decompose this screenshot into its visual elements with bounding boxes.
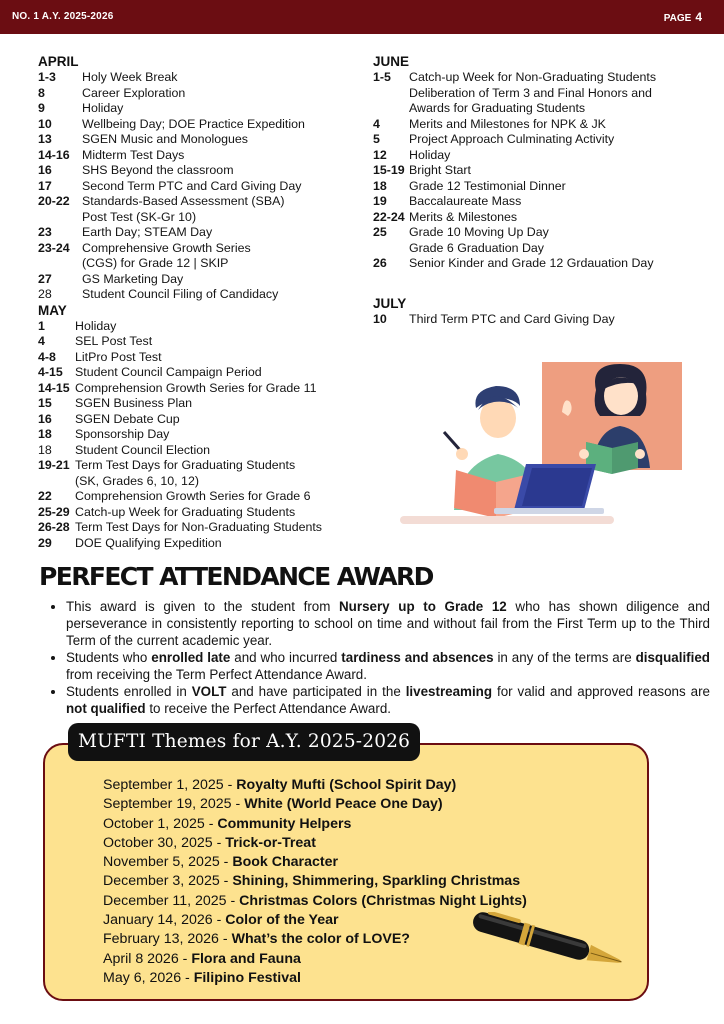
mufti-themes-label: MUFTI Themes for A.Y. 2025-2026	[68, 723, 420, 761]
event-row	[38, 458, 358, 474]
event-date: 4	[38, 334, 45, 348]
event-row	[38, 272, 358, 288]
event-text: Comprehensive Growth Series	[82, 240, 251, 255]
event-text: Senior Kinder and Grade 12 Grdauation Day	[409, 256, 654, 270]
event-date: 1-5	[373, 70, 391, 84]
rule-emphasis: livestreaming	[405, 684, 493, 699]
event-row	[373, 163, 693, 179]
rule-text: who has shown diligence and perseverance in consistently reporting to school on time and without fail from the First Term up to the Third Term of the current academic year.	[66, 599, 710, 648]
month-july	[373, 296, 693, 328]
event-text: LitPro Post Test	[75, 349, 162, 364]
mufti-separator: -	[204, 815, 218, 832]
event-text: GS Marketing Day	[82, 271, 184, 286]
event-text: Student Council Filing of Candidacy	[82, 287, 279, 301]
rule-emphasis: VOLT	[191, 684, 227, 699]
rule-text: in any of the terms are	[493, 650, 636, 665]
mufti-separator: -	[219, 854, 233, 871]
event-date: 16	[38, 411, 52, 426]
event-list	[373, 312, 693, 328]
mufti-date: May 6, 2026	[103, 969, 182, 986]
event-row	[38, 381, 358, 397]
event-text: SGEN Debate Cup	[75, 411, 180, 426]
event-date: 1	[38, 318, 45, 333]
mufti-separator: -	[181, 969, 194, 986]
event-date: 23	[38, 225, 52, 239]
mufti-date: February 13, 2026	[103, 931, 219, 948]
event-row	[38, 319, 358, 335]
mufti-separator: -	[231, 796, 245, 813]
event-row	[38, 287, 358, 303]
fountain-pen-icon	[462, 912, 642, 974]
mufti-date: December 11, 2025	[103, 892, 227, 909]
event-row	[373, 86, 693, 102]
event-text: SGEN Music and Monologues	[82, 132, 248, 146]
event-text: Holiday	[409, 147, 451, 162]
event-date: 22-24	[373, 209, 405, 224]
event-text: (SK, Grades 6, 10, 12)	[75, 473, 199, 488]
event-date: 25	[373, 225, 387, 239]
event-date: 28	[38, 287, 52, 301]
event-date: 17	[38, 178, 52, 193]
perfect-attendance-rules	[48, 598, 710, 717]
mufti-theme: Royalty Mufti (School Spirit Day)	[236, 777, 457, 793]
event-date: 22	[38, 489, 52, 503]
mufti-item	[103, 872, 643, 891]
rule-text: for valid and approved reasons are	[492, 684, 710, 699]
event-row	[373, 256, 693, 272]
event-text: Wellbeing Day; DOE Practice Expedition	[82, 116, 305, 131]
mufti-item	[103, 815, 643, 834]
event-date: 8	[38, 85, 45, 100]
event-date: 13	[38, 132, 52, 146]
mufti-theme: Color of the Year	[225, 912, 339, 929]
event-list	[38, 70, 358, 303]
rule-text: Students enrolled in	[66, 684, 192, 699]
rule-item	[66, 649, 710, 683]
mufti-separator: -	[223, 777, 237, 793]
event-row	[38, 443, 358, 459]
page-indicator	[664, 10, 702, 24]
page-label: PAGE	[663, 13, 692, 24]
rule-emphasis: tardiness and absences	[341, 650, 494, 665]
mufti-date: September 19, 2025	[103, 796, 232, 813]
event-date: 19-21	[38, 458, 70, 472]
event-row	[38, 70, 358, 86]
event-text: Student Council Election	[75, 442, 211, 457]
rule-text: from receiving the Term Perfect Attendance Award.	[66, 667, 367, 682]
mufti-separator: -	[178, 950, 192, 967]
event-date: 26	[373, 256, 387, 270]
month-title: JULY	[373, 295, 407, 311]
event-row	[373, 210, 693, 226]
event-date: 5	[373, 132, 380, 146]
page-number: 4	[695, 10, 702, 24]
event-text: Post Test (SK-Gr 10)	[82, 209, 197, 224]
event-row	[38, 396, 358, 412]
event-row	[38, 210, 358, 226]
event-date: 25-29	[38, 504, 70, 519]
event-date	[38, 210, 82, 226]
event-row	[38, 365, 358, 381]
event-text: (CGS) for Grade 12 | SKIP	[82, 256, 229, 270]
event-date	[373, 86, 409, 102]
event-row	[38, 350, 358, 366]
rule-text: and have participated in the	[226, 684, 406, 699]
month-title: JUNE	[373, 54, 410, 69]
event-date: 10	[38, 116, 52, 131]
event-text: Holiday	[75, 318, 117, 333]
event-row	[38, 101, 358, 117]
event-row	[38, 163, 358, 179]
rule-emphasis: Nursery up to Grade 12	[339, 599, 507, 614]
event-row	[38, 132, 358, 148]
mufti-separator: -	[212, 912, 226, 929]
event-row	[38, 412, 358, 428]
event-row	[373, 194, 693, 210]
header-bar	[0, 0, 724, 34]
event-row	[373, 312, 693, 328]
event-date	[38, 474, 75, 490]
event-text: Bright Start	[409, 163, 471, 177]
event-row	[373, 101, 693, 117]
event-text: Comprehension Growth Series for Grade 6	[75, 489, 311, 503]
event-text: Project Approach Culminating Activity	[409, 132, 615, 146]
mufti-theme: Trick-or-Treat	[225, 834, 316, 851]
event-text: Earth Day; STEAM Day	[82, 225, 213, 239]
event-text: Third Term PTC and Card Giving Day	[409, 311, 615, 326]
event-row	[38, 179, 358, 195]
mufti-date: November 5, 2025	[103, 854, 220, 871]
event-date: 26-28	[38, 520, 70, 534]
mufti-date: April 8 2026	[103, 950, 179, 967]
event-row	[38, 536, 358, 552]
rule-item	[66, 598, 710, 649]
event-row	[38, 117, 358, 133]
event-text: Second Term PTC and Card Giving Day	[82, 178, 302, 193]
mufti-item	[103, 795, 643, 814]
event-date: 29	[38, 535, 52, 550]
event-row	[373, 179, 693, 195]
event-date: 16	[38, 163, 52, 177]
event-row	[373, 132, 693, 148]
mufti-date: September 1, 2025	[103, 777, 224, 793]
event-list	[38, 319, 358, 552]
event-text: Deliberation of Term 3 and Final Honors and	[409, 85, 652, 100]
mufti-date: December 3, 2025	[103, 873, 220, 890]
event-date: 10	[373, 311, 387, 326]
event-text: Term Test Days for Non-Graduating Students	[75, 520, 323, 534]
mufti-separator: -	[212, 834, 226, 851]
event-row	[373, 225, 693, 241]
event-text: Grade 12 Testimonial Dinner	[409, 178, 566, 193]
event-date: 27	[38, 271, 52, 286]
rule-emphasis: disqualified	[635, 650, 710, 665]
event-date: 4	[373, 116, 380, 131]
event-text: Standards-Based Assessment (SBA)	[82, 194, 285, 208]
mufti-theme: White (World Peace One Day)	[244, 796, 443, 813]
mufti-separator: -	[219, 873, 233, 890]
mufti-theme: Book Character	[232, 854, 338, 871]
event-row	[38, 489, 358, 505]
mufti-date: January 14, 2026	[103, 912, 213, 929]
event-row	[38, 225, 358, 241]
rule-item	[66, 683, 710, 717]
event-date: 18	[373, 178, 387, 193]
mufti-item	[103, 853, 643, 872]
mufti-theme: Flora and Fauna	[191, 950, 301, 967]
issue-label: NO. 1 A.Y. 2025-2026	[12, 11, 114, 22]
month-title: APRIL	[38, 54, 79, 69]
event-date	[373, 101, 409, 117]
event-date: 1-3	[38, 70, 56, 84]
month-may	[38, 303, 358, 552]
event-date	[38, 256, 82, 272]
event-text: Merits & Milestones	[409, 209, 518, 224]
event-row	[38, 256, 358, 272]
rule-text: to receive the Perfect Attendance Award.	[145, 701, 391, 716]
event-text: Holiday	[82, 101, 124, 115]
mufti-theme: Christmas Colors (Christmas Night Lights)	[239, 892, 527, 909]
event-date: 4-15	[38, 365, 63, 379]
calendar-left-column	[38, 54, 358, 551]
event-row	[373, 148, 693, 164]
perfect-attendance-title: PERFECT ATTENDANCE AWARD	[39, 562, 433, 591]
event-row	[38, 334, 358, 350]
event-row	[38, 474, 358, 490]
event-date: 18	[38, 442, 52, 457]
mufti-theme: Community Helpers	[217, 815, 352, 832]
mufti-item	[103, 834, 643, 853]
event-text: Comprehension Growth Series for Grade 11	[75, 380, 317, 395]
rule-emphasis: enrolled late	[151, 650, 231, 665]
event-row	[373, 70, 693, 86]
mufti-theme: Shining, Shimmering, Sparkling Christmas	[232, 873, 521, 890]
event-row	[38, 148, 358, 164]
event-row	[38, 505, 358, 521]
event-date: 19	[373, 194, 387, 208]
month-april	[38, 54, 358, 303]
event-date: 15	[38, 396, 52, 410]
event-text: Student Council Campaign Period	[75, 365, 262, 379]
event-text: Career Exploration	[82, 85, 186, 100]
event-text: Awards for Graduating Students	[409, 101, 586, 115]
event-row	[38, 427, 358, 443]
month-june	[373, 54, 693, 272]
mufti-theme: Filipino Festival	[193, 969, 301, 986]
mufti-item	[103, 892, 643, 911]
event-text: SEL Post Test	[75, 334, 153, 348]
event-date: 9	[38, 101, 45, 115]
event-date: 23-24	[38, 240, 70, 255]
event-text: SGEN Business Plan	[75, 396, 193, 410]
calendar-right-column	[373, 54, 693, 327]
event-text: Sponsorship Day	[75, 427, 170, 441]
event-row	[373, 241, 693, 257]
event-date: 12	[373, 147, 387, 162]
event-text: Merits and Milestones for NPK & JK	[409, 116, 606, 131]
rule-text: Students who	[66, 650, 152, 665]
event-text: Term Test Days for Graduating Students	[75, 458, 296, 472]
students-studying-online-illustration	[396, 360, 688, 530]
event-text: Grade 6 Graduation Day	[409, 240, 544, 255]
event-text: Grade 10 Moving Up Day	[409, 225, 549, 239]
mufti-date: October 30, 2025	[103, 834, 213, 851]
event-text: Catch-up Week for Graduating Students	[75, 504, 296, 519]
month-title: MAY	[38, 302, 67, 318]
event-text: Catch-up Week for Non-Graduating Students	[409, 70, 657, 84]
event-row	[38, 194, 358, 210]
event-text: Baccalaureate Mass	[409, 194, 522, 208]
mufti-item	[103, 776, 643, 795]
event-list	[373, 70, 693, 272]
mufti-separator: -	[218, 931, 232, 948]
rule-emphasis: not qualified	[66, 701, 146, 716]
event-date	[373, 241, 409, 257]
event-row	[373, 117, 693, 133]
event-text: Holy Week Break	[82, 70, 178, 84]
event-date: 15-19	[373, 163, 405, 177]
event-date: 14-16	[38, 147, 70, 162]
rule-text: and who incurred	[230, 650, 342, 665]
event-text: SHS Beyond the classroom	[82, 163, 234, 177]
event-row	[38, 241, 358, 257]
mufti-separator: -	[226, 892, 240, 909]
rule-text: This award is given to the student from	[66, 599, 340, 614]
event-row	[38, 86, 358, 102]
event-date: 4-8	[38, 349, 56, 364]
event-date: 14-15	[38, 380, 70, 395]
event-date: 18	[38, 427, 52, 441]
event-text: Midterm Test Days	[82, 147, 185, 162]
event-row	[38, 520, 358, 536]
mufti-date: October 1, 2025	[103, 815, 205, 832]
event-date: 20-22	[38, 194, 70, 208]
event-text: DOE Qualifying Expedition	[75, 535, 222, 550]
mufti-theme: What’s the color of LOVE?	[231, 931, 410, 948]
